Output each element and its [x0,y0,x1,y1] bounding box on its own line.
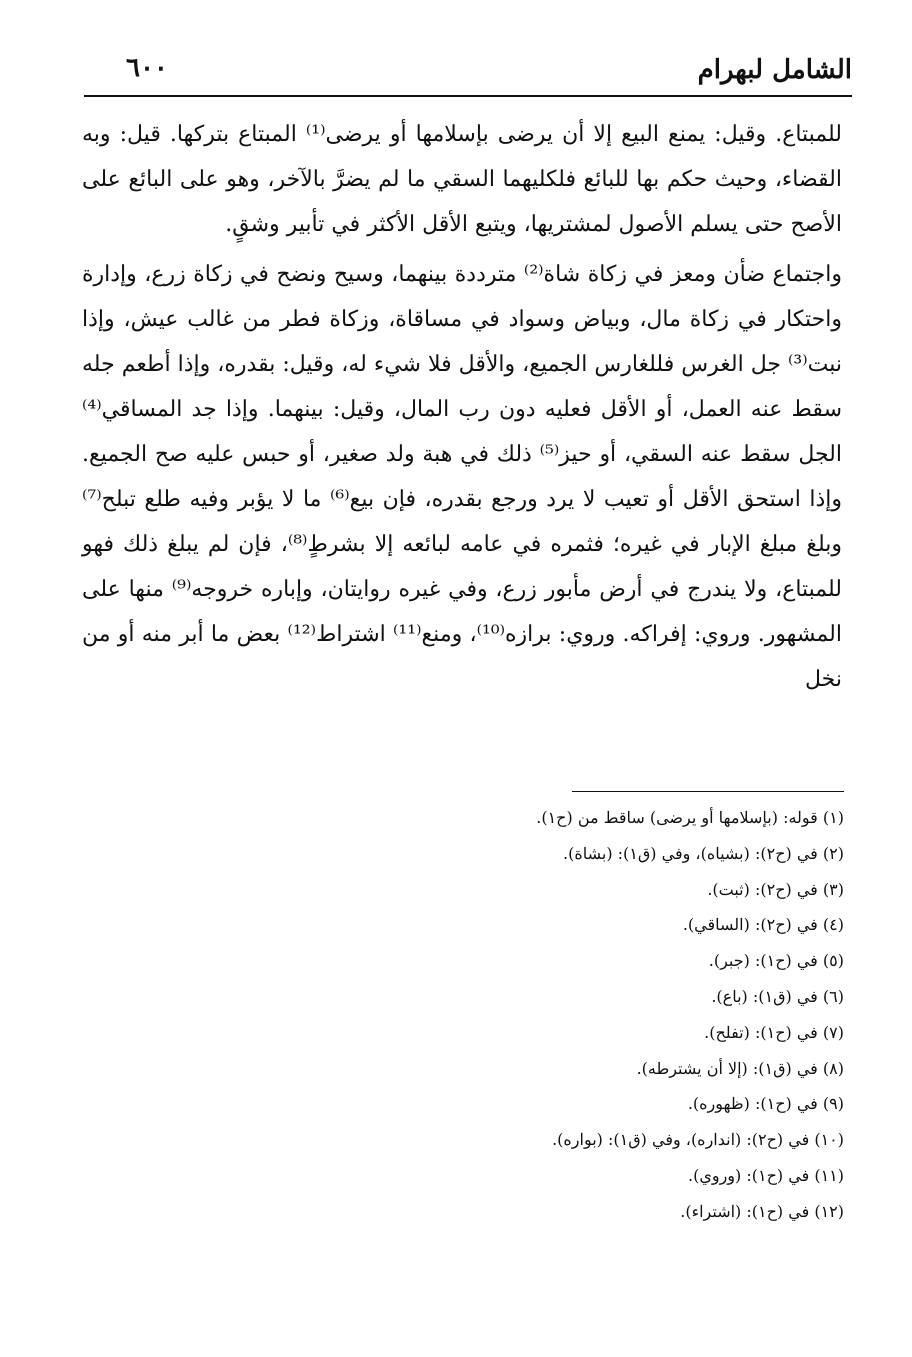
footnote: (٢) في (ح٢): (بشياه)، وفي (ق١): (بشاة). [563,843,844,863]
page-header [84,52,852,96]
footnote: (٤) في (ح٢): (الساقي). [682,915,844,935]
footnote: (٧) في (ح١): (تفلح). [704,1022,844,1042]
book-title: الشامل لبهرام [697,55,852,85]
page-number: ٦٠٠ [126,53,168,83]
footnote: (٥) في (ح١): (جبر). [708,951,844,971]
main-text [82,112,842,702]
footnote: (٦) في (ق١): (باع). [711,986,844,1006]
footnote: (٩) في (ح١): (ظهوره). [687,1094,844,1114]
footnotes [420,800,844,1230]
paragraph: للمبتاع. وقيل: يمنع البيع إلا أن يرضى بإسلامها أو يرضى⁽¹⁾ المبتاع بتركها. قيل: وبه القضاء، وحيث حكم بها للبائع فلكليهما السقي ما لم يضرَّ بالآخر، وهو على البائع على الأصح حتى يسلم الأصول لمشتريها، ويتبع الأقل الأكثر في تأبير وشقٍ. [82,122,843,237]
footnote: (١١) في (ح١): (وروي). [688,1165,844,1185]
header-divider [84,95,852,97]
footnote-divider [572,791,844,792]
paragraph: واجتماع ضأن ومعز في زكاة شاة⁽²⁾ مترددة بينهما، وسيح ونضح في زكاة زرع، وإدارة واحتكار في زكاة مال، وبياض وسواد في مساقاة، وزكاة فطر من غالب عيش، وإذا نبت⁽³⁾ جل الغرس فللغارس الجميع، والأقل فلا شيء له، وقيل: بقدره، وإذا أطعم جله سقط عنه العمل، أو الأقل فعليه دون رب المال، وقيل: بينهما. وإذا جد المساقي⁽⁴⁾ الجل سقط عنه السقي، أو حيز⁽⁵⁾ ذلك في هبة ولد صغير، أو حبس عليه صح الجميع. وإذا استحق الأقل أو تعيب لا يرد ورجع بقدره، فإن بيع⁽⁶⁾ ما لا يؤبر وفيه طلع تبلح⁽⁷⁾ وبلغ مبلغ الإبار في غيره؛ فثمره في عامه لبائعه إلا بشرطٍ⁽⁸⁾، فإن لم يبلغ ذلك فهو للمبتاع، ولا يندرج في أرض مأبور زرع، وفي غيره روايتان، وإباره خروجه⁽⁹⁾ منها على المشهور. وروي: إفراكه. وروي: برازه⁽¹⁰⁾، ومنع⁽¹¹⁾ اشتراط⁽¹²⁾ بعض ما أبر منه أو من نخل [82,262,843,692]
footnote: (١) قوله: (بإسلامها أو يرضى) ساقط من (ح١). [536,808,844,827]
footnote: (٣) في (ح٢): (ثبت). [707,879,844,899]
footnote: (١٠) في (ح٢): (انداره)، وفي (ق١): (بواره). [552,1130,844,1150]
footnote: (٨) في (ق١): (إلا أن يشترطه). [636,1058,844,1078]
footnote: (١٢) في (ح١): (اشتراء). [680,1201,844,1221]
